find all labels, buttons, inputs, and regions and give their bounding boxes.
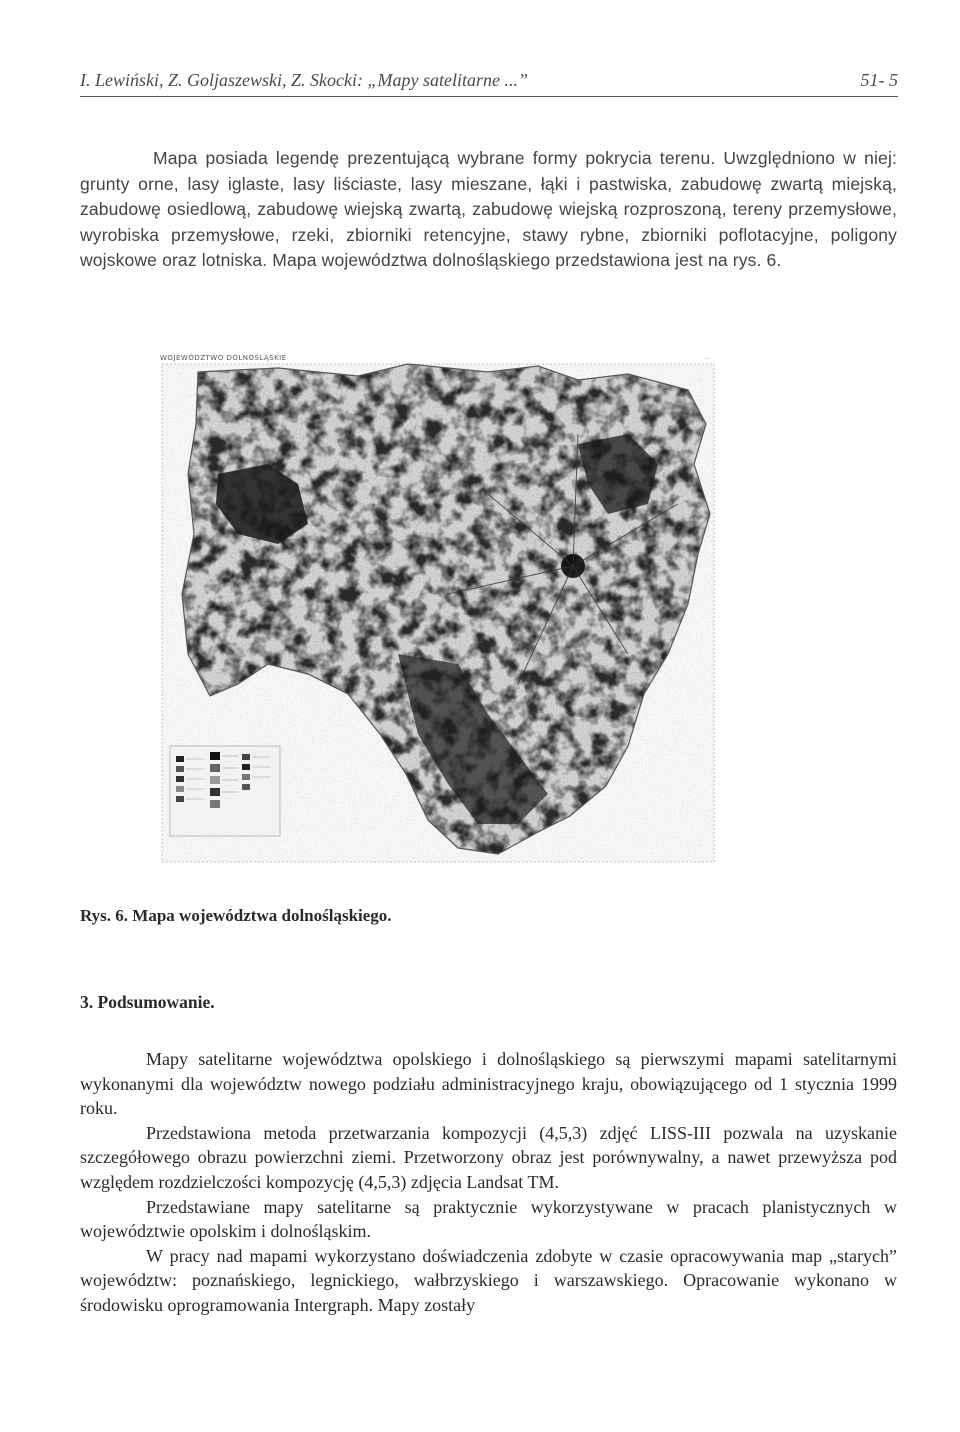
map-title: WOJEWÓDZTWO DOLNOŚLĄSKIE [160, 354, 287, 362]
map-header-right: ... [704, 354, 710, 361]
running-header-authors: I. Lewiński, Z. Goljaszewski, Z. Skocki: „Mapy satelitarne ...” [80, 70, 528, 90]
page-number: 51- 5 [860, 70, 898, 90]
figure-map [158, 354, 718, 866]
map-legend [170, 746, 280, 836]
summary-paragraph-3: Przedstawiane mapy satelitarne są praktycznie wykorzystywane w pracach planistycznych w województwie opolskim i dolnośląskim. [80, 1196, 897, 1242]
summary-paragraph-4: W pracy nad mapami wykorzystano doświadczenia zdobyte w czasie opracowywania map „starych” województw: poznańskiego, legnickiego, wałbrzyskiego i warszawskiego. Opracowanie wykonano w środowisku oprogramowania Intergraph. Mapy zostały [80, 1245, 897, 1315]
intro-paragraph: Mapa posiada legendę prezentującą wybrane formy pokrycia terenu. Uwzględniono w niej: grunty orne, lasy iglaste, lasy liściaste, lasy mieszane, łąki i pastwiska, zabudowę zwartą miejską, zabudowę osiedlową, zabudowę wiejską zwartą, zabudowę wiejską rozproszoną, tereny przemysłowe, wyrobiska przemysłowe, rzeki, zbiorniki retencyjne, stawy rybne, zbiorniki poflotacyjne, poligony wojskowe oraz lotniska. Mapa województwa dolnośląskiego przedstawiona jest na rys. 6. [80, 148, 897, 271]
figure-caption: Rys. 6. Mapa województwa dolnośląskiego. [80, 906, 392, 925]
header-rule [80, 96, 898, 97]
summary-body [80, 1047, 897, 1318]
summary-paragraph-1: Mapy satelitarne województwa opolskiego i dolnośląskiego są pierwszymi mapami satelitarnymi wykonanymi dla województw nowego podziału administracyjnego kraju, obowiązującego od 1 stycznia 1999 roku. [80, 1049, 897, 1119]
summary-paragraph-2: Przedstawiona metoda przetwarzania kompozycji (4,5,3) zdjęć LISS-III pozwala na uzyskanie szczegółowego obrazu powierzchni ziemi. Przetworzony obraz jest porównywalny, a nawet przewyższa pod względem rozdzielczości kompozycję (4,5,3) zdjęcia Landsat TM. [80, 1122, 897, 1192]
satellite-map-image [158, 354, 718, 866]
running-header [80, 70, 898, 96]
section-title: 3. Podsumowanie. [80, 992, 215, 1012]
